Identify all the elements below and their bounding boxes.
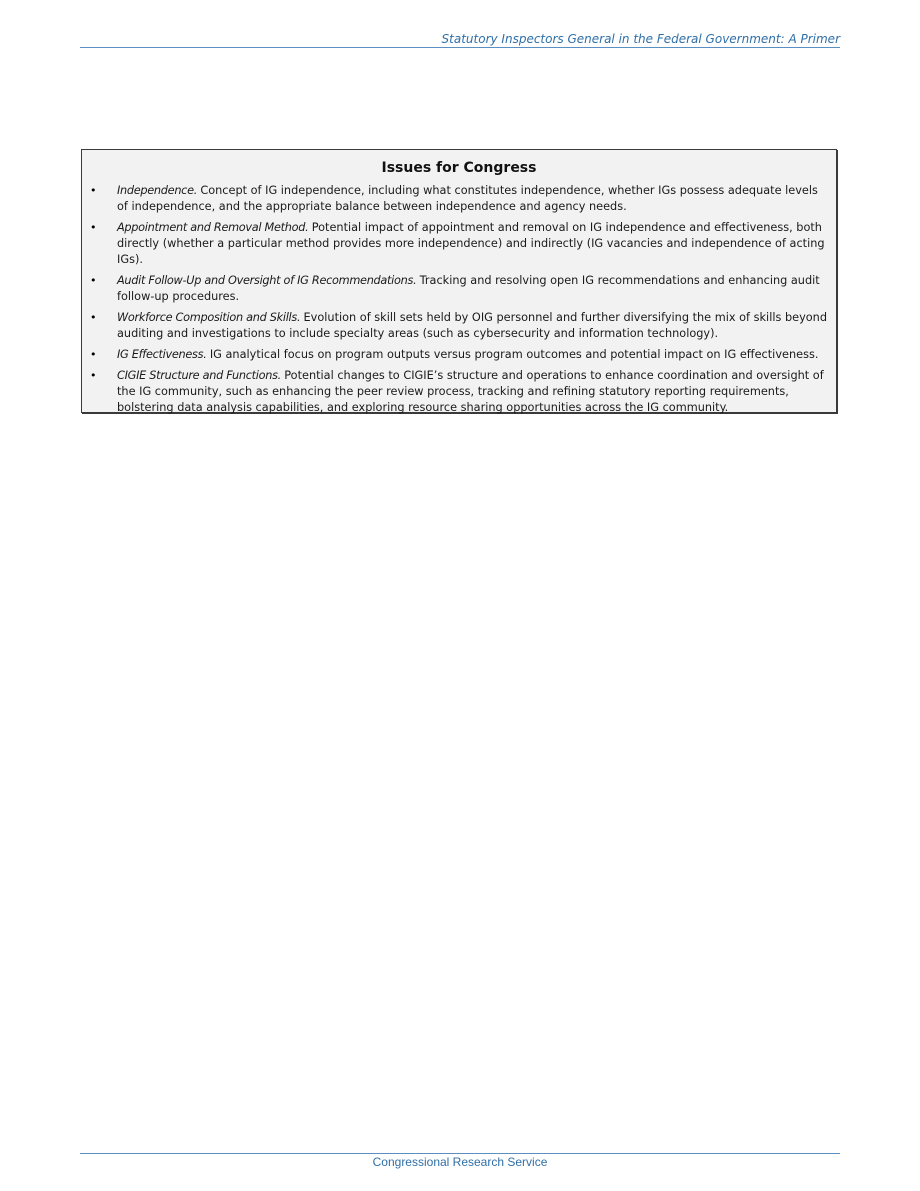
issue-list xyxy=(82,183,836,421)
issue-item-audit-follow-up xyxy=(82,273,836,305)
header-divider xyxy=(80,47,840,48)
issue-text: Concept of IG independence, including what constitutes independence, whether IGs possess adequate levels of independence, and the appropriate balance between independence and agency needs. xyxy=(117,184,818,213)
issue-text: Evolution of skill sets held by OIG personnel and further diversifying the mix of skills beyond auditing and investigations to include specialty areas (such as cybersecurity and information technology). xyxy=(117,311,827,340)
issue-term: IG Effectiveness. xyxy=(117,348,210,361)
issue-text: Tracking and resolving open IG recommendations and enhancing audit follow-up procedures. xyxy=(117,274,820,303)
bullet-icon: • xyxy=(90,274,97,287)
issue-term: Appointment and Removal Method. xyxy=(117,221,312,234)
issue-text: Potential changes to CIGIE’s structure and operations to enhance coordination and oversight of the IG community, such as enhancing the peer review process, tracking and refining statutory reporting requirements, bolstering data analysis capabilities, and exploring resource sharing opportunities across the IG community. xyxy=(117,369,824,414)
issue-term: CIGIE Structure and Functions. xyxy=(117,369,285,382)
issue-text: IG analytical focus on program outputs versus program outcomes and potential impact on IG effectiveness. xyxy=(209,348,819,361)
issue-text: Potential impact of appointment and removal on IG independence and effectiveness, both directly (whether a particular method provides more independence) and indirectly (IG vacancies and independence of acting IGs). xyxy=(117,221,825,266)
bullet-icon: • xyxy=(90,348,97,361)
issue-term: Independence. xyxy=(117,184,201,197)
issue-item-cigie xyxy=(82,368,836,416)
issue-item-ig-effectiveness xyxy=(82,347,836,363)
bullet-icon: • xyxy=(90,184,97,197)
running-footer-label: Congressional Research Service xyxy=(372,1155,548,1169)
issues-for-congress-box xyxy=(81,149,837,413)
box-title: Issues for Congress xyxy=(381,160,537,176)
issue-item-workforce xyxy=(82,310,836,342)
issue-item-independence xyxy=(82,183,836,215)
issue-term: Audit Follow-Up and Oversight of IG Recommendations. xyxy=(117,274,420,287)
issue-item-appointment-removal xyxy=(82,220,836,268)
running-header-title: Statutory Inspectors General in the Federal Government: A Primer xyxy=(441,32,840,46)
footer-divider xyxy=(80,1153,840,1154)
issue-term: Workforce Composition and Skills. xyxy=(117,311,304,324)
bullet-icon: • xyxy=(90,311,97,324)
bullet-icon: • xyxy=(90,369,97,382)
bullet-icon: • xyxy=(90,221,97,234)
